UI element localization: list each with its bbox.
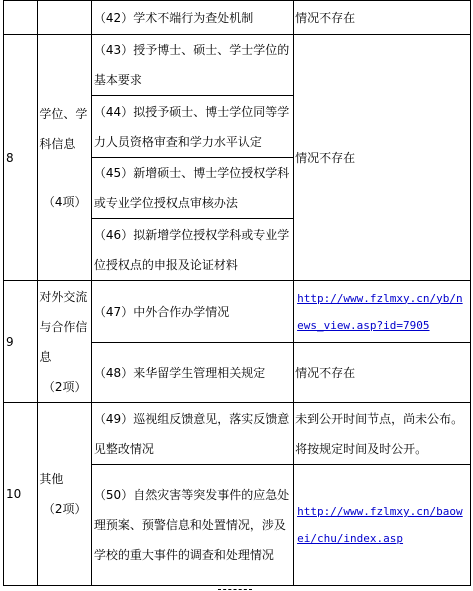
status-49: 未到公开时间节点，尚未公布。将按规定时间及时公开。	[294, 403, 471, 465]
row-number: 8	[4, 35, 38, 281]
item-50: （50）自然灾害等突发事件的应急处理预案、预警信息和处置情况，涉及学校的重大事件的调查和处理情况	[91, 465, 293, 586]
category-count: （2项）	[42, 502, 87, 516]
table-row	[4, 281, 471, 343]
category-other	[38, 403, 92, 586]
category-cell	[38, 1, 92, 35]
item-50-link[interactable]: http://www.fzlmxy.cn/baowei/chu/index.asp	[297, 505, 463, 545]
category-label: 学位、学	[39, 106, 88, 121]
item-47-link[interactable]: http://www.fzlmxy.cn/yb/news_view.asp?id=7905	[297, 291, 463, 332]
item-49: （49）巡视组反馈意见，落实反馈意见整改情况	[91, 403, 293, 465]
category-count: （4项）	[42, 194, 87, 209]
item-48: （48）来华留学生管理相关规定	[91, 343, 293, 403]
item-43: （43）授予博士、硕士、学士学位的基本要求	[91, 35, 293, 96]
category-count: （2项）	[42, 379, 87, 394]
table-row	[4, 35, 471, 96]
category-label: 与合作信	[39, 319, 88, 334]
table-row	[4, 403, 471, 465]
category-exchange-info	[38, 281, 92, 403]
category-label: 对外交流	[39, 289, 88, 304]
status-48: 情况不存在	[294, 343, 471, 403]
status-degree-info: 情况不存在	[294, 35, 471, 281]
category-label: 科信息	[39, 136, 76, 151]
row-number: 10	[4, 403, 38, 586]
category-label: 其他	[39, 472, 64, 486]
category-degree-info	[38, 35, 92, 281]
item-47: （47）中外合作办学情况	[91, 281, 293, 343]
link-cell-47	[294, 281, 471, 343]
disclosure-table-container	[3, 0, 471, 586]
link-cell-50	[294, 465, 471, 586]
page-bottom-mark	[218, 586, 252, 590]
item-44: （44）拟授予硕士、博士学位同等学力人员资格审查和学力水平认定	[91, 96, 293, 158]
disclosure-table	[3, 0, 471, 586]
row-number: 9	[4, 281, 38, 403]
item-42: （42）学术不端行为查处机制	[91, 1, 293, 35]
item-45: （45）新增硕士、博士学位授权学科或专业学位授权点审核办法	[91, 158, 293, 219]
item-46: （46）拟新增学位授权学科或专业学位授权点的申报及论证材料	[91, 219, 293, 281]
status-42: 情况不存在	[294, 1, 471, 35]
number-cell	[4, 1, 38, 35]
table-row	[4, 1, 471, 35]
category-label: 息	[39, 349, 52, 364]
